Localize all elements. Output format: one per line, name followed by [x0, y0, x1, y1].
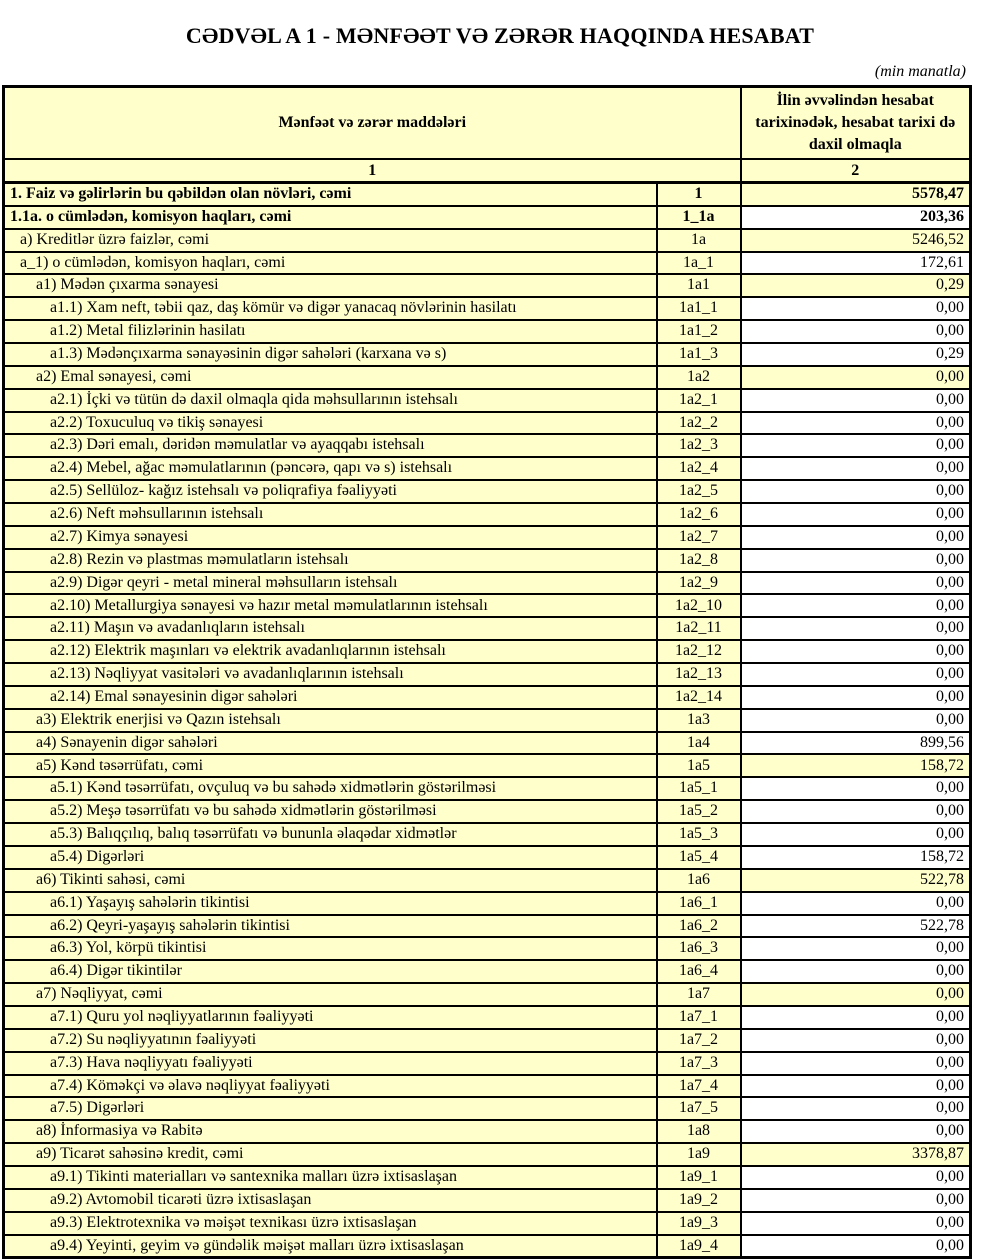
row-label-cell: a7.5) Digərləri — [4, 1097, 657, 1120]
table-row — [4, 434, 971, 457]
value-column-number: 2 — [741, 159, 971, 183]
table-row — [4, 709, 971, 732]
row-label-cell: a2.2) Toxuculuq və tikiş sənayesi — [4, 412, 657, 435]
row-code-cell: 1a2_6 — [657, 503, 741, 526]
row-label-cell: a2.9) Digər qeyri - metal mineral məhsulların istehsalı — [4, 572, 657, 595]
row-value-cell: 0,00 — [741, 709, 971, 732]
table-row — [4, 366, 971, 389]
table-row — [4, 343, 971, 366]
row-code-cell: 1a2_5 — [657, 480, 741, 503]
row-label-cell: a5.3) Balıqçılıq, balıq təsərrüfatı və bununla əlaqədar xidmətlər — [4, 823, 657, 846]
row-value-cell: 0,00 — [741, 526, 971, 549]
row-label-cell: a9.2) Avtomobil ticarəti üzrə ixtisaslaşan — [4, 1189, 657, 1212]
row-label-cell: a9.3) Elektrotexnika və məişət texnikası üzrə ixtisaslaşan — [4, 1212, 657, 1235]
row-label-cell: a2.12) Elektrik maşınları və elektrik avadanlıqlarının istehsalı — [4, 640, 657, 663]
row-code-cell: 1a8 — [657, 1120, 741, 1143]
row-value-cell: 5578,47 — [741, 183, 971, 206]
table-row — [4, 1029, 971, 1052]
row-label-cell: a6.2) Qeyri-yaşayış sahələrin tikintisi — [4, 915, 657, 938]
table-row — [4, 594, 971, 617]
row-value-cell: 0,00 — [741, 1006, 971, 1029]
table-row — [4, 983, 971, 1006]
row-label-cell: a1.2) Metal filizlərinin hasilatı — [4, 320, 657, 343]
table-row — [4, 937, 971, 960]
row-label-cell: a7.1) Quru yol nəqliyyatlarının fəaliyyəti — [4, 1006, 657, 1029]
table-row — [4, 1075, 971, 1098]
row-label-cell: a3) Elektrik enerjisi və Qazın istehsalı — [4, 709, 657, 732]
table-row — [4, 389, 971, 412]
table-row — [4, 663, 971, 686]
row-code-cell: 1a9_1 — [657, 1166, 741, 1189]
table-row — [4, 960, 971, 983]
row-label-cell: a5.2) Meşə təsərrüfatı və bu sahədə xidmətlərin göstərilməsi — [4, 800, 657, 823]
row-value-cell: 522,78 — [741, 915, 971, 938]
row-code-cell: 1a7_4 — [657, 1075, 741, 1098]
row-label-cell: a9.4) Yeyinti, geyim və gündəlik məişət malları üzrə ixtisaslaşan — [4, 1235, 657, 1258]
row-code-cell: 1a2_7 — [657, 526, 741, 549]
row-code-cell: 1a5_4 — [657, 846, 741, 869]
row-value-cell: 0,00 — [741, 389, 971, 412]
table-row — [4, 617, 971, 640]
row-value-cell: 0,00 — [741, 823, 971, 846]
row-value-cell: 0,00 — [741, 366, 971, 389]
row-code-cell: 1a2_3 — [657, 434, 741, 457]
row-value-cell: 0,00 — [741, 1120, 971, 1143]
row-label-cell: a1.1) Xam neft, təbii qaz, daş kömür və digər yanacaq növlərinin hasilatı — [4, 297, 657, 320]
row-code-cell: 1a9 — [657, 1143, 741, 1166]
table-row — [4, 754, 971, 777]
row-value-cell: 0,00 — [741, 572, 971, 595]
row-value-cell: 0,00 — [741, 960, 971, 983]
row-code-cell: 1 — [657, 183, 741, 206]
row-code-cell: 1a4 — [657, 732, 741, 755]
row-label-cell: a5.1) Kənd təsərrüfatı, ovçuluq və bu sahədə xidmətlərin göstərilməsi — [4, 777, 657, 800]
row-code-cell: 1a5_2 — [657, 800, 741, 823]
row-value-cell: 0,00 — [741, 1212, 971, 1235]
table-row — [4, 800, 971, 823]
table-row — [4, 1097, 971, 1120]
row-label-cell: 1.1a. o cümlədən, komisyon haqları, cəmi — [4, 206, 657, 229]
row-code-cell: 1a9_3 — [657, 1212, 741, 1235]
table-row — [4, 732, 971, 755]
row-code-cell: 1a9_4 — [657, 1235, 741, 1258]
table-row — [4, 412, 971, 435]
row-code-cell: 1a2_11 — [657, 617, 741, 640]
row-code-cell: 1a7 — [657, 983, 741, 1006]
table-row — [4, 686, 971, 709]
row-value-cell: 3378,87 — [741, 1143, 971, 1166]
table-row — [4, 480, 971, 503]
row-value-cell: 0,00 — [741, 1189, 971, 1212]
row-code-cell: 1a2_13 — [657, 663, 741, 686]
row-code-cell: 1a2_2 — [657, 412, 741, 435]
row-label-cell: a2.14) Emal sənayesinin digər sahələri — [4, 686, 657, 709]
row-value-cell: 203,36 — [741, 206, 971, 229]
row-label-cell: a1) Mədən çıxarma sənayesi — [4, 274, 657, 297]
row-label-cell: a5.4) Digərləri — [4, 846, 657, 869]
row-label-cell: a2.7) Kimya sənayesi — [4, 526, 657, 549]
row-label-cell: a) Kreditlər üzrə faizlər, cəmi — [4, 229, 657, 252]
row-value-cell: 0,00 — [741, 549, 971, 572]
unit-note: (min manatla) — [874, 63, 966, 80]
row-label-cell: 1. Faiz və gəlirlərin bu qəbildən olan növləri, cəmi — [4, 183, 657, 206]
row-value-cell: 0,00 — [741, 594, 971, 617]
row-code-cell: 1a_1 — [657, 252, 741, 275]
table-row — [4, 252, 971, 275]
row-value-cell: 0,00 — [741, 1097, 971, 1120]
table-row — [4, 549, 971, 572]
row-label-cell: a2.6) Neft məhsullarının istehsalı — [4, 503, 657, 526]
row-label-cell: a9) Ticarət sahəsinə kredit, cəmi — [4, 1143, 657, 1166]
row-value-cell: 0,00 — [741, 617, 971, 640]
row-value-cell: 0,29 — [741, 343, 971, 366]
row-code-cell: 1a2_1 — [657, 389, 741, 412]
row-value-cell: 5246,52 — [741, 229, 971, 252]
row-value-cell: 0,00 — [741, 297, 971, 320]
table-row — [4, 229, 971, 252]
row-code-cell: 1a6_1 — [657, 892, 741, 915]
table-row — [4, 1052, 971, 1075]
header-items-label: Mənfəət və zərər maddələri — [4, 87, 741, 160]
table-row — [4, 274, 971, 297]
row-value-cell: 0,00 — [741, 503, 971, 526]
table-row — [4, 823, 971, 846]
row-value-cell: 0,00 — [741, 892, 971, 915]
row-label-cell: a7) Nəqliyyat, cəmi — [4, 983, 657, 1006]
row-code-cell: 1a7_1 — [657, 1006, 741, 1029]
table-row — [4, 1235, 971, 1258]
row-value-cell: 0,00 — [741, 320, 971, 343]
row-value-cell: 0,00 — [741, 1029, 971, 1052]
column-number-row — [4, 159, 971, 183]
table-row — [4, 1143, 971, 1166]
row-value-cell: 0,00 — [741, 1075, 971, 1098]
row-label-cell: a7.3) Hava nəqliyyatı fəaliyyəti — [4, 1052, 657, 1075]
row-label-cell: a7.4) Köməkçi və əlavə nəqliyyat fəaliyyəti — [4, 1075, 657, 1098]
row-code-cell: 1a2_9 — [657, 572, 741, 595]
row-value-cell: 0,00 — [741, 480, 971, 503]
row-code-cell: 1a3 — [657, 709, 741, 732]
row-value-cell: 0,00 — [741, 457, 971, 480]
row-label-cell: a9.1) Tikinti materialları və santexnika malları üzrə ixtisaslaşan — [4, 1166, 657, 1189]
items-column-number: 1 — [4, 159, 741, 183]
row-code-cell: 1a7_5 — [657, 1097, 741, 1120]
row-code-cell: 1a1_2 — [657, 320, 741, 343]
row-code-cell: 1a7_3 — [657, 1052, 741, 1075]
table-header — [4, 87, 971, 183]
row-code-cell: 1a6_4 — [657, 960, 741, 983]
row-code-cell: 1_1a — [657, 206, 741, 229]
row-label-cell: a6.1) Yaşayış sahələrin tikintisi — [4, 892, 657, 915]
table-row — [4, 1212, 971, 1235]
table-row — [4, 915, 971, 938]
row-label-cell: a2.3) Dəri emalı, dəridən məmulatlar və ayaqqabı istehsalı — [4, 434, 657, 457]
table-row — [4, 869, 971, 892]
row-value-cell: 0,00 — [741, 1166, 971, 1189]
row-label-cell: a6) Tikinti sahəsi, cəmi — [4, 869, 657, 892]
table-row — [4, 892, 971, 915]
row-code-cell: 1a2 — [657, 366, 741, 389]
row-code-cell: 1a2_12 — [657, 640, 741, 663]
row-value-cell: 899,56 — [741, 732, 971, 755]
row-code-cell: 1a5 — [657, 754, 741, 777]
table-row — [4, 1120, 971, 1143]
row-code-cell: 1a2_14 — [657, 686, 741, 709]
row-label-cell: a6.4) Digər tikintilər — [4, 960, 657, 983]
row-label-cell: a2.11) Maşın və avadanlıqların istehsalı — [4, 617, 657, 640]
row-label-cell: a_1) o cümlədən, komisyon haqları, cəmi — [4, 252, 657, 275]
row-value-cell: 522,78 — [741, 869, 971, 892]
table-row — [4, 503, 971, 526]
row-label-cell: a6.3) Yol, körpü tikintisi — [4, 937, 657, 960]
row-code-cell: 1a2_8 — [657, 549, 741, 572]
row-label-cell: a4) Sənayenin digər sahələri — [4, 732, 657, 755]
table-row — [4, 1006, 971, 1029]
row-value-cell: 0,00 — [741, 777, 971, 800]
row-label-cell: a8) İnformasiya və Rabitə — [4, 1120, 657, 1143]
table-row — [4, 1189, 971, 1212]
row-label-cell: a2.10) Metallurgiya sənayesi və hazır metal məmulatlarının istehsalı — [4, 594, 657, 617]
row-code-cell: 1a1 — [657, 274, 741, 297]
row-label-cell: a2.8) Rezin və plastmas məmulatların istehsalı — [4, 549, 657, 572]
row-code-cell: 1a2_10 — [657, 594, 741, 617]
header-row — [4, 87, 971, 160]
row-value-cell: 158,72 — [741, 754, 971, 777]
row-value-cell: 0,00 — [741, 800, 971, 823]
row-value-cell: 0,00 — [741, 1235, 971, 1258]
table-row — [4, 206, 971, 229]
table-row — [4, 640, 971, 663]
profit-loss-table — [2, 85, 972, 1259]
row-value-cell: 0,00 — [741, 434, 971, 457]
row-code-cell: 1a6_3 — [657, 937, 741, 960]
table-row — [4, 846, 971, 869]
table-row — [4, 457, 971, 480]
table-body — [4, 183, 971, 1258]
row-label-cell: a7.2) Su nəqliyyatının fəaliyyəti — [4, 1029, 657, 1052]
table-row — [4, 297, 971, 320]
row-code-cell: 1a — [657, 229, 741, 252]
row-label-cell: a2.1) İçki və tütün də daxil olmaqla qida məhsullarının istehsalı — [4, 389, 657, 412]
table-row — [4, 777, 971, 800]
row-code-cell: 1a6_2 — [657, 915, 741, 938]
table-row — [4, 1166, 971, 1189]
page-title: CƏDVƏL A 1 - MƏNFƏƏT VƏ ZƏRƏR HAQQINDA HESABAT — [185, 23, 815, 48]
row-value-cell: 0,00 — [741, 663, 971, 686]
row-code-cell: 1a9_2 — [657, 1189, 741, 1212]
row-code-cell: 1a7_2 — [657, 1029, 741, 1052]
table-row — [4, 526, 971, 549]
row-value-cell: 0,00 — [741, 640, 971, 663]
row-label-cell: a2.4) Mebel, ağac məmulatlarının (pəncərə, qapı və s) istehsalı — [4, 457, 657, 480]
row-code-cell: 1a1_1 — [657, 297, 741, 320]
row-value-cell: 0,29 — [741, 274, 971, 297]
row-code-cell: 1a2_4 — [657, 457, 741, 480]
row-value-cell: 158,72 — [741, 846, 971, 869]
table-row — [4, 183, 971, 206]
row-code-cell: 1a1_3 — [657, 343, 741, 366]
row-label-cell: a1.3) Mədənçıxarma sənayəsinin digər sahələri (karxana və s) — [4, 343, 657, 366]
row-label-cell: a2.5) Sellüloz- kağız istehsalı və poliqrafiya fəaliyyəti — [4, 480, 657, 503]
row-label-cell: a5) Kənd təsərrüfatı, cəmi — [4, 754, 657, 777]
row-value-cell: 0,00 — [741, 983, 971, 1006]
row-value-cell: 0,00 — [741, 1052, 971, 1075]
header-value-label: İlin əvvəlindən hesabat tarixinədək, hesabat tarixi də daxil olmaqla — [741, 87, 971, 160]
row-value-cell: 0,00 — [741, 412, 971, 435]
row-code-cell: 1a5_1 — [657, 777, 741, 800]
row-value-cell: 172,61 — [741, 252, 971, 275]
row-value-cell: 0,00 — [741, 937, 971, 960]
row-code-cell: 1a5_3 — [657, 823, 741, 846]
table-row — [4, 572, 971, 595]
table-row — [4, 320, 971, 343]
row-label-cell: a2.13) Nəqliyyat vasitələri və avadanlıqlarının istehsalı — [4, 663, 657, 686]
row-value-cell: 0,00 — [741, 686, 971, 709]
row-code-cell: 1a6 — [657, 869, 741, 892]
row-label-cell: a2) Emal sənayesi, cəmi — [4, 366, 657, 389]
